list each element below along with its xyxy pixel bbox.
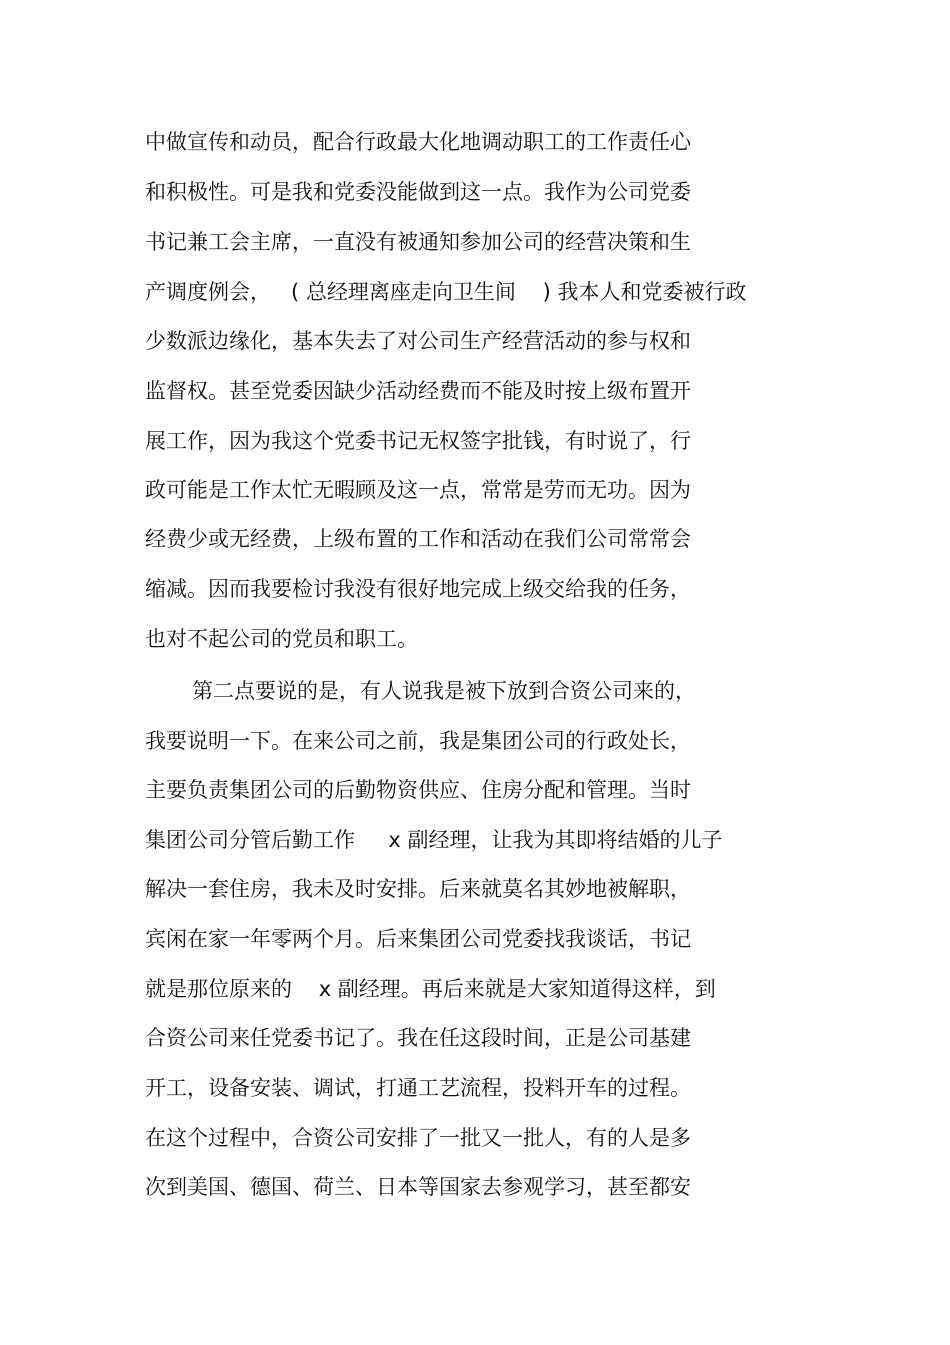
text-line: 在这个过程中，合资公司安排了一批又一批人，有的人是多 bbox=[145, 1126, 691, 1150]
text-line: 少数派边缘化，基本失去了对公司生产经营活动的参与权和 bbox=[145, 329, 691, 353]
text-line: 和积极性。可是我和党委没能做到这一点。我作为公司党委 bbox=[145, 180, 691, 204]
text-line: 集团公司分管后勤工作 x 副经理，让我为其即将结婚的儿子 bbox=[145, 828, 723, 852]
text-line: 主要负责集团公司的后勤物资供应、住房分配和管理。当时 bbox=[145, 778, 691, 802]
text-line: 解决一套住房，我未及时安排。后来就莫名其妙地被解职， bbox=[145, 877, 691, 901]
text-line: 宾闲在家一年零两个月。后来集团公司党委找我谈话，书记 bbox=[145, 927, 691, 951]
text-line: 我要说明一下。在来公司之前，我是集团公司的行政处长， bbox=[145, 729, 691, 753]
text-line: 次到美国、德国、荷兰、日本等国家去参观学习，甚至都安 bbox=[145, 1175, 691, 1199]
text-line: 书记兼工会主席，一直没有被通知参加公司的经营决策和生 bbox=[145, 230, 691, 254]
text-line: 也对不起公司的党员和职工。 bbox=[145, 627, 418, 651]
text-line: 政可能是工作太忙无暇顾及这一点，常常是劳而无功。因为 bbox=[145, 478, 691, 502]
text-line: 展工作，因为我这个党委书记无权签字批钱，有时说了，行 bbox=[145, 429, 691, 453]
text-line: 中做宣传和动员，配合行政最大化地调动职工的工作责任心 bbox=[145, 130, 691, 154]
text-line: 开工，设备安装、调试，打通工艺流程，投料开车的过程。 bbox=[145, 1076, 691, 1100]
text-line: 缩减。因而我要检讨我没有很好地完成上级交给我的任务， bbox=[145, 577, 691, 601]
text-line: 经费少或无经费，上级布置的工作和活动在我们公司常常会 bbox=[145, 527, 691, 551]
text-line: 监督权。甚至党委因缺少活动经费而不能及时按上级布置开 bbox=[145, 379, 691, 403]
text-line: 合资公司来任党委书记了。我在任这段时间，正是公司基建 bbox=[145, 1026, 691, 1050]
text-line: 产调度例会， ( 总经理离座走向卫生间 ) 我本人和党委被行政 bbox=[145, 280, 747, 304]
text-line: 第二点要说的是，有人说我是被下放到合资公司来的， bbox=[192, 679, 696, 703]
text-line: 就是那位原来的 x 副经理。再后来就是大家知道得这样，到 bbox=[145, 977, 716, 1001]
